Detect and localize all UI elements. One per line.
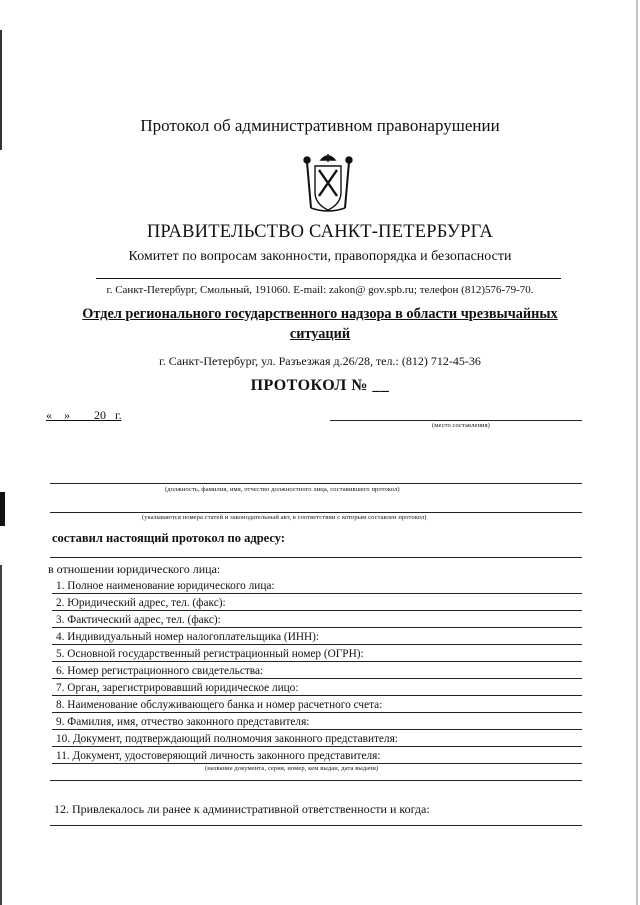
field-label: 11. Документ, удостоверяющий личность законного представителя: [56,750,381,762]
articles-field-line[interactable] [50,512,582,513]
address-field-line[interactable] [50,557,582,558]
field-row-representative-name[interactable] [52,715,582,730]
field-row-registration-certificate[interactable] [52,664,582,679]
document-title: Протокол об административном правонарушении [140,116,500,135]
identity-document-extra-line[interactable] [50,780,582,781]
date-field: « » 20 г. [46,408,122,422]
field-label: 1. Полное наименование юридического лица: [56,580,275,592]
field-label: 2. Юридический адрес, тел. (факс): [56,597,226,609]
header-divider [96,278,561,279]
field-label: 7. Орган, зарегистрировавший юридическое лицо: [56,682,299,694]
field-label: 10. Документ, подтверждающий полномочия законного представителя: [56,733,398,745]
government-name: ПРАВИТЕЛЬСТВО САНКТ-ПЕТЕРБУРГА [146,222,494,242]
regarding-label: в отношении юридического лица: [48,562,221,576]
field-row-legal-address[interactable] [52,596,582,611]
field-label: 4. Индивидуальный номер налогоплательщика (ИНН): [56,631,320,643]
department-name-line1: Отдел регионального государственного надзора в области чрезвычайных [82,306,558,322]
field-label: 5. Основной государственный регистрационный номер (ОГРН): [56,648,364,660]
field-row-legal-name[interactable] [52,579,582,594]
field-label: 8. Наименование обслуживающего банка и номер расчетного счета: [56,699,383,711]
articles-caption: (указываются номера статей и законодательный акт, в соответствии с которым составлен протокол) [142,514,427,521]
field-row-bank-account[interactable] [52,698,582,713]
compiled-at-address-label: составил настоящий протокол по адресу: [52,531,285,545]
scan-edge-mark-middle [0,492,5,526]
coat-of-arms-emblem [301,152,355,214]
field-label: 9. Фамилия, имя, отчество законного представителя: [56,716,310,728]
official-caption: (должность, фамилия, имя, отчество должностного лица, составившего протокол) [165,486,400,493]
identity-document-caption: (название документа, серия, номер, кем выдан, дата выдачи) [205,765,379,772]
field-row-authority-document[interactable] [52,732,582,747]
field-row-inn[interactable] [52,630,582,645]
field-row-ogrn[interactable] [52,647,582,662]
field-row-registering-authority[interactable] [52,681,582,696]
official-field-line[interactable] [50,483,582,484]
question-12-label: 12. Привлекалось ли ранее к административной ответственности и когда: [54,802,430,816]
protocol-heading: ПРОТОКОЛ № __ [250,377,390,394]
scan-edge-mark-lower [0,565,2,905]
committee-name: Комитет по вопросам законности, правопорядка и безопасности [128,249,512,264]
field-label: 3. Фактический адрес, тел. (факс): [56,614,221,626]
place-field-line[interactable] [330,420,582,421]
field-row-actual-address[interactable] [52,613,582,628]
place-caption: (место составления) [432,422,490,429]
field-label: 6. Номер регистрационного свидетельства: [56,665,264,677]
department-address: г. Санкт-Петербург, ул. Разъезжая д.26/28, тел.: (812) 712-45-36 [159,354,481,368]
field-row-identity-document[interactable] [52,749,582,764]
department-name-line2: ситуаций [289,326,351,342]
question-12-answer-line[interactable] [50,825,582,826]
committee-contacts: г. Санкт-Петербург, Смольный, 191060. E-mail: zakon@ gov.spb.ru; телефон (812)576-79-70. [106,284,534,296]
